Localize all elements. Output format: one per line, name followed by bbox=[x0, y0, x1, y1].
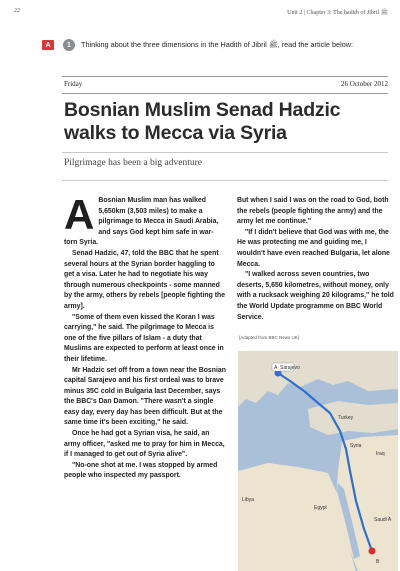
map-label-iraq: Iraq bbox=[376, 451, 385, 457]
divider bbox=[62, 180, 388, 181]
divider bbox=[62, 152, 388, 153]
article-paragraph: "Some of them even kissed the Koran I was carrying," he said. The pilgrimage to Mecca is one of the five pillars of Islam - a duty that Muslims are expected to perform at least once in their lifetime. bbox=[64, 313, 224, 363]
article-paragraph: A Bosnian Muslim man has walked 5,650km (3,503 miles) to make a pilgrimage to Mecca in Saudi Arabia, and says God kept him safe in war-torn Syria. bbox=[64, 191, 219, 247]
task-number-badge: 1 bbox=[63, 39, 75, 51]
route-map bbox=[238, 351, 398, 571]
article-paragraph: Senad Hadzic, 47, told the BBC that he spent several hours at the Syrian border haggling to get a visa. Later he had to negotiate his way through numerous checkpoints - some manned by the army, others by rebels [people fighting the army]. bbox=[64, 249, 226, 310]
article-column-left bbox=[64, 191, 226, 482]
map-label-libya: Libya bbox=[242, 497, 254, 503]
route-start-label: A bbox=[274, 365, 278, 371]
page-number: 22 bbox=[14, 8, 20, 14]
task-instruction: Thinking about the three dimensions in the Ḥadith of Jibril ﷺ, read the article below: bbox=[81, 39, 354, 49]
article-paragraph: Mr Hadzic set off from a town near the Bosnian capital Sarajevo and his first ordeal was to brave minus 35C cold in Bulgaria last December, says the BBC's Dan Damon. "There wasn't a single easy day, every day has been difficult. But at the same time it's been exciting," he said. bbox=[64, 366, 226, 427]
map-label-city: Sarajevo bbox=[280, 365, 300, 371]
map-label-egypt: Egypt bbox=[314, 505, 327, 511]
article-headline: Bosnian Muslim Senad Hadzic walks to Mecca via Syria bbox=[64, 99, 341, 144]
article-paragraph: Once he had got a Syrian visa, he said, an army officer, "asked me to pray for him in Mecca, if I managed to get out of Syria alive". bbox=[64, 430, 225, 459]
article-strapline: Pilgrimage has been a big adventure bbox=[64, 158, 202, 168]
article-paragraph: But when I said I was on the road to God, both the rebels (people fighting the army) and the army let me continue." bbox=[237, 197, 389, 226]
task-instruction-row bbox=[42, 38, 386, 52]
map-label-turkey: Turkey bbox=[338, 415, 354, 421]
article-paragraph: "If I didn't believe that God was with me, the He was protecting me and guiding me, I wouldn't have even reached Bulgaria, let alone Mecca. bbox=[237, 228, 390, 268]
source-note: [Adapted from BBC News UK] bbox=[239, 335, 300, 340]
route-end-label: B bbox=[376, 559, 380, 565]
route-end-marker bbox=[369, 548, 376, 555]
divider bbox=[62, 93, 388, 94]
map-label-syria: Syria bbox=[350, 443, 362, 449]
dropcap: A bbox=[64, 191, 95, 238]
running-head: Unit 2 | Chapter 3: The ḥadith of Jibril ﷺ bbox=[287, 10, 388, 16]
article-column-right bbox=[237, 196, 395, 323]
divider bbox=[62, 76, 388, 77]
map-graphic bbox=[238, 351, 398, 571]
article-date: 26 October 2012 bbox=[340, 80, 388, 88]
article-paragraph: "I walked across seven countries, two deserts, 5,650 kilometres, without money, only with a rucksack weighing 20 kilograms," he told the World Update programme on BBC World Service. bbox=[237, 271, 394, 321]
article-day: Friday bbox=[64, 80, 83, 88]
article-paragraph: "No-one shot at me. I was stopped by armed people who inspected my passport. bbox=[64, 461, 218, 480]
section-badge: A bbox=[42, 40, 54, 50]
map-label-saudi: Saudi A bbox=[374, 517, 392, 523]
